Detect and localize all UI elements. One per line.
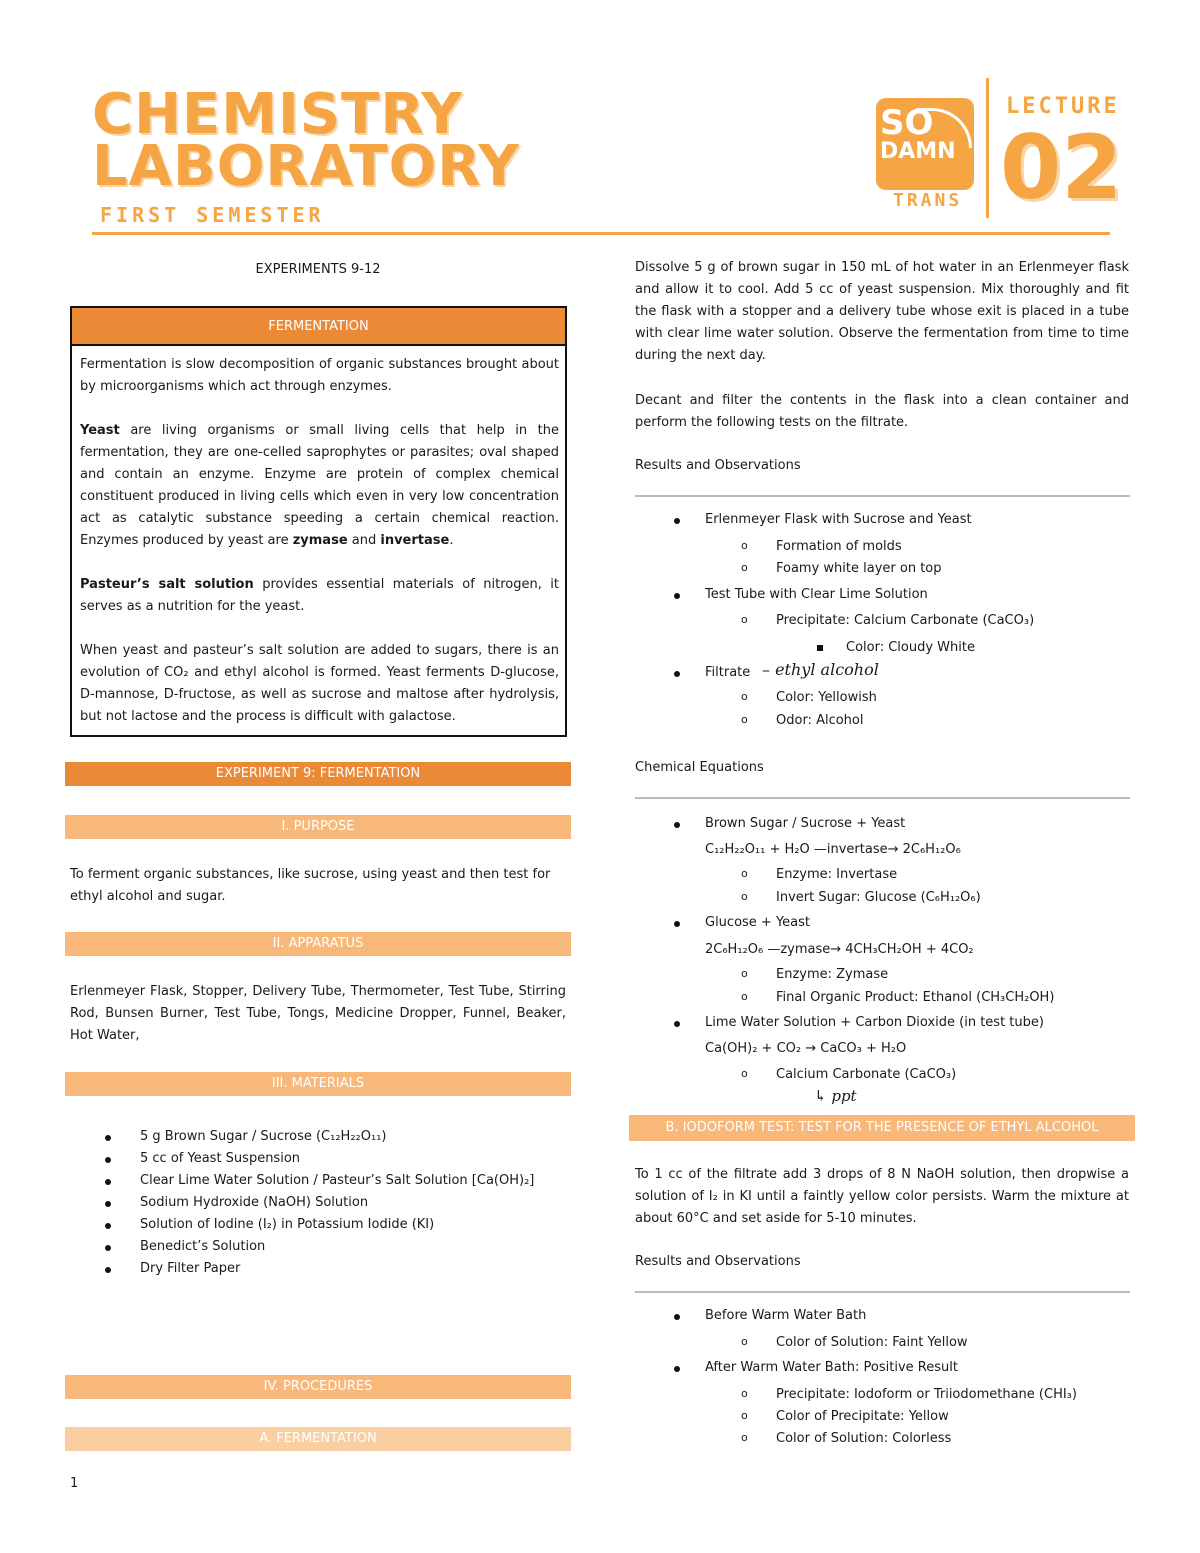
experiment-9-bar: EXPERIMENT 9: FERMENTATION [65,762,571,786]
procedures-bar: IV. PROCEDURES [65,1375,571,1399]
bullet-dot [105,1135,111,1141]
equation-1: C₁₂H₂₂O₁₁ + H₂O —invertase→ 2C₆H₁₂O₆ [705,842,961,857]
circle-bullet: o [741,967,748,980]
material-item: Clear Lime Water Solution / Pasteur’s Salt Solution [Ca(OH)₂] [140,1173,535,1188]
header-divider [92,232,1110,235]
fermentation-box [70,306,567,737]
bullet-dot [105,1179,111,1185]
purpose-bar: I. PURPOSE [65,815,571,839]
logo-arc [916,108,972,148]
page-number: 1 [70,1476,79,1491]
results2-rule [635,1291,1130,1293]
bullet-dot [105,1157,111,1163]
results-rule [635,495,1130,497]
handwritten-ppt: ↳ ppt [814,1087,857,1105]
box-paragraph-4: When yeast and pasteur’s salt solution are added to sugars, there is an evolution of CO₂ and ethyl alcohol is formed. Yeast ferments D-glucose, D-mannose, D-fructose, as well as sucrose and maltose after hydrolysis, but not lactose and the process is difficult with galactose. [80,643,559,724]
bullet-dot [674,593,680,599]
equations-rule [635,797,1130,799]
bullet-dot [105,1201,111,1207]
material-item: Benedict’s Solution [140,1239,266,1254]
circle-bullet: o [741,1431,748,1444]
bullet-dot [674,822,680,828]
yeast-term: Yeast [80,423,120,438]
procedure-paragraph-2: Decant and filter the contents in the flask into a clean container and perform the following tests on the filtrate. [635,393,1129,430]
material-item: Sodium Hydroxide (NaOH) Solution [140,1195,369,1210]
result-precipitate-yellow: Color of Precipitate: Yellow [776,1409,949,1424]
circle-bullet: o [741,867,748,880]
bullet-dot [674,1021,680,1027]
header-subtitle: FIRST SEMESTER [100,203,325,227]
result-foamy: Foamy white layer on top [776,561,942,576]
result-faint-yellow: Color of Solution: Faint Yellow [776,1335,968,1350]
sodamn-logo [876,98,974,190]
box-p2-end: . [449,533,454,548]
equation-2-product: Final Organic Product: Ethanol (CH₃CH₂OH) [776,990,1055,1005]
circle-bullet: o [741,1067,748,1080]
equation-2-title: Glucose + Yeast [705,915,811,930]
equation-3-title: Lime Water Solution + Carbon Dioxide (in test tube) [705,1015,1044,1030]
box-p3-body: provides essential materials of nitrogen, it serves as a nutrition for the yeast. [80,577,560,614]
header-title-line2: LABORATORY [92,134,520,199]
iodoform-bar: B. IODOFORM TEST: TEST FOR THE PRESENCE OF ETHYL ALCOHOL [629,1115,1135,1141]
fermentation-box-title: FERMENTATION [72,308,565,346]
equation-2: 2C₆H₁₂O₆ —zymase→ 4CH₃CH₂OH + 4CO₂ [705,942,974,957]
invertase-term: invertase [380,533,450,548]
result-filtrate: Filtrate [705,665,751,680]
iodoform-text: To 1 cc of the filtrate add 3 drops of 8 N NaOH solution, then dropwise a solution of I₂ in KI until a faintly yellow color persists. Warm the mixture at about 60°C and set aside for 5-10 minutes. [635,1167,1129,1226]
circle-bullet: o [741,1387,748,1400]
apparatus-text: Erlenmeyer Flask, Stopper, Delivery Tube, Thermometer, Test Tube, Stirring Rod, Bunsen Burner, Test Tube, Tongs, Medicine Dropper, Funnel, Beaker, Hot Water, [70,984,566,1043]
bullet-dot [674,921,680,927]
bullet-dot [105,1245,111,1251]
material-item: 5 g Brown Sugar / Sucrose (C₁₂H₂₂O₁₁) [140,1129,387,1144]
result-before-bath: Before Warm Water Bath [705,1308,867,1323]
equations-heading: Chemical Equations [635,760,764,775]
bullet-dot [674,1314,680,1320]
circle-bullet: o [741,990,748,1003]
box-paragraph-2 [80,420,559,552]
purpose-text: To ferment organic substances, like sucrose, using yeast and then test for ethyl alcohol and sugar. [70,867,551,904]
bullet-dot [674,1366,680,1372]
materials-bar: III. MATERIALS [65,1072,571,1096]
result-yellowish: Color: Yellowish [776,690,877,705]
result-erlenmeyer: Erlenmeyer Flask with Sucrose and Yeast [705,512,972,527]
equation-3: Ca(OH)₂ + CO₂ → CaCO₃ + H₂O [705,1041,907,1056]
equation-3-calcium-carbonate: Calcium Carbonate (CaCO₃) [776,1067,957,1082]
lecture-number: 02 [1000,116,1123,219]
experiments-title: EXPERIMENTS 9-12 [255,262,381,277]
result-molds: Formation of molds [776,539,902,554]
result-odor: Odor: Alcohol [776,713,864,728]
box-paragraph-3 [80,574,559,618]
header-title-line1: CHEMISTRY [92,82,463,147]
trans-label: TRANS [893,190,963,211]
procedure-paragraph-1: Dissolve 5 g of brown sugar in 150 mL of hot water in an Erlenmeyer flask and allow it to cool. Add 5 cc of yeast suspension. Mix thoroughly and fit the flask with a stopper and a delivery tube whose exit is placed in a tube with clear lime water solution. Observe the fermentation from time to time during the next day. [635,260,1129,363]
circle-bullet: o [741,690,748,703]
bullet-dot [105,1267,111,1273]
apparatus-bar: II. APPARATUS [65,932,571,956]
header-vertical-divider [986,78,989,218]
bullet-dot [674,518,680,524]
results-heading: Results and Observations [635,458,801,473]
results2-heading: Results and Observations [635,1254,801,1269]
circle-bullet: o [741,1409,748,1422]
circle-bullet: o [741,613,748,626]
logo-line1: SO [880,103,934,143]
square-bullet [817,645,823,651]
bullet-dot [674,671,680,677]
box-p2-body: are living organisms or small living cells that help in the fermentation, they are one-celled saprophytes or parasites; oval shaped and contain an enzyme. Enzyme are protein of complex chemical constituent produced in living cells which even in very low concentration act as catalytic substance speeding a certain chemical reaction. Enzymes produced by yeast are [80,423,559,548]
material-item: 5 cc of Yeast Suspension [140,1151,301,1166]
pasteur-term: Pasteur’s salt solution [80,577,254,592]
equation-1-enzyme: Enzyme: Invertase [776,867,898,882]
box-paragraph-1: Fermentation is slow decomposition of organic substances brought about by microorganisms which act through enzymes. [80,357,559,394]
material-item: Solution of Iodine (I₂) in Potassium Iodide (KI) [140,1217,435,1232]
circle-bullet: o [741,890,748,903]
fermentation-procedure-bar: A. FERMENTATION [65,1427,571,1451]
material-item: Dry Filter Paper [140,1261,241,1276]
result-colorless: Color of Solution: Colorless [776,1431,952,1446]
result-after-bath: After Warm Water Bath: Positive Result [705,1360,958,1375]
bullet-dot [105,1223,111,1229]
result-test-tube: Test Tube with Clear Lime Solution [705,587,928,602]
circle-bullet: o [741,1335,748,1348]
equation-2-enzyme: Enzyme: Zymase [776,967,889,982]
equation-1-title: Brown Sugar / Sucrose + Yeast [705,816,906,831]
box-p2-and: and [347,533,381,548]
result-iodoform: Precipitate: Iodoform or Triiodomethane (CHI₃) [776,1387,1077,1402]
circle-bullet: o [741,713,748,726]
circle-bullet: o [741,539,748,552]
equation-1-invert-sugar: Invert Sugar: Glucose (C₆H₁₂O₆) [776,890,981,905]
circle-bullet: o [741,561,748,574]
handwritten-ethyl-alcohol: – ethyl alcohol [762,660,879,679]
result-precipitate: Precipitate: Calcium Carbonate (CaCO₃) [776,613,1035,628]
logo-line2: DAMN [880,139,956,164]
result-cloudy-white: Color: Cloudy White [846,640,975,655]
zymase-term: zymase [292,533,348,548]
lecture-label: LECTURE [1006,94,1120,119]
